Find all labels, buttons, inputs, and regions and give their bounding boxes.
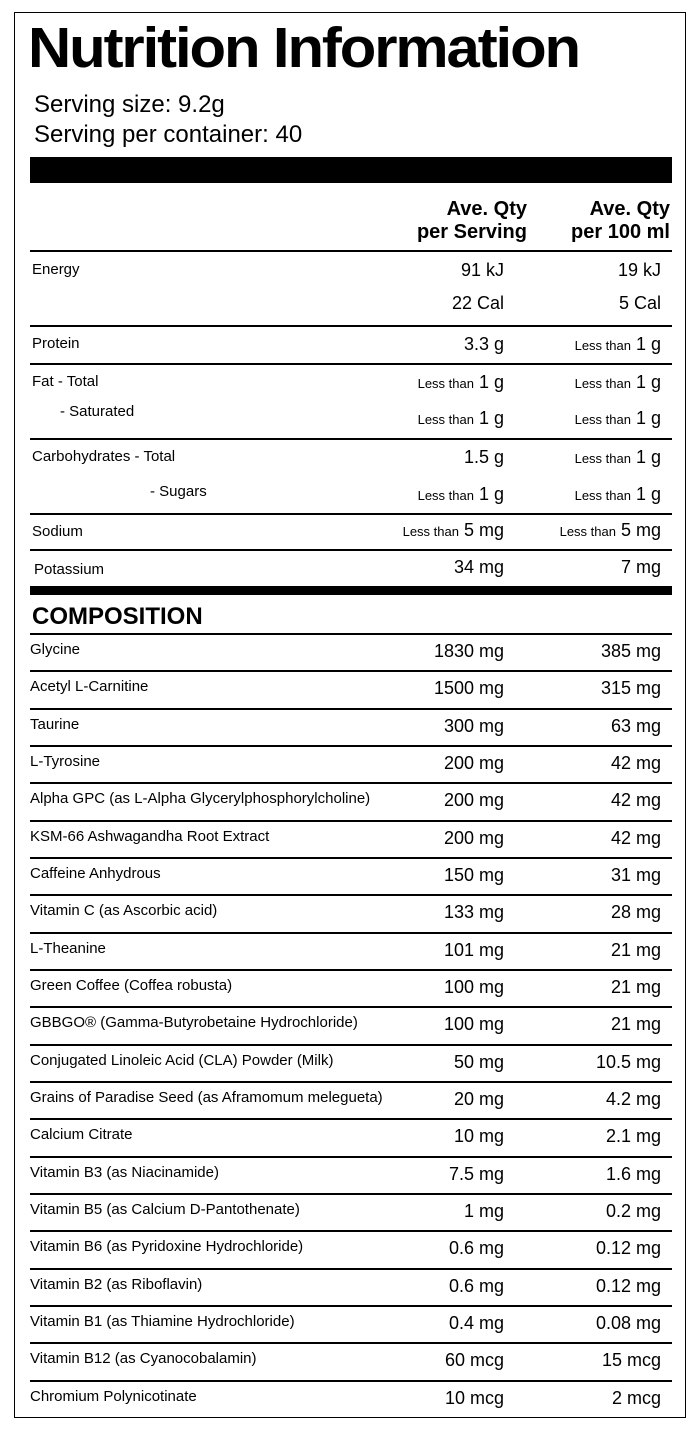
composition-per-serving [445,1350,504,1370]
value-amount: 0.12 mg [595,1275,661,1296]
value-amount: 91 kJ [460,260,504,280]
composition-label: L-Tyrosine [30,752,101,770]
header-per-serving-line2: per Serving [416,221,527,243]
composition-label: Alpha GPC (as L-Alpha Glycerylphosphorylcholine) [30,790,371,808]
value-amount: 0.2 mg [605,1200,661,1221]
row-divider [30,363,672,365]
value-amount: 2.1 mg [605,1126,661,1147]
header-per-serving-line1: Ave. Qty [446,198,527,220]
serving-size: Serving size: 9.2g [34,91,225,118]
nutrient-per-100ml [560,520,661,542]
value-amount: 63 mg [610,715,661,736]
nutrient-per-100ml [621,557,661,577]
header-thick-bar [30,157,672,183]
value-amount: 21 mg [610,1014,661,1035]
composition-per-100ml [612,1388,661,1408]
value-amount: 1 g [478,408,504,428]
composition-per-100ml [596,1313,661,1333]
row-divider [30,894,672,896]
composition-label: Vitamin B3 (as Niacinamide) [30,1163,219,1181]
nutrient-per-100ml [575,447,661,469]
composition-label: Calcium Citrate [30,1126,133,1144]
value-amount: 1 g [478,372,504,392]
composition-label: Acetyl L-Carnitine [30,678,149,696]
value-amount: 50 mg [453,1051,504,1072]
row-divider [30,1156,672,1158]
nutrient-per-serving [452,293,504,313]
nutrient-per-100ml [575,372,661,394]
composition-per-100ml [596,1052,661,1072]
value-amount: 1 g [635,372,661,392]
composition-per-100ml [606,1126,661,1146]
composition-label: Conjugated Linoleic Acid (CLA) Powder (Milk) [30,1051,334,1069]
row-divider [30,633,672,635]
value-amount: 0.08 mg [595,1312,661,1333]
composition-per-serving [449,1164,504,1184]
header-per-serving [417,198,527,244]
value-amount: 200 mg [443,790,504,811]
composition-per-serving [434,641,504,661]
nutrient-per-serving [461,260,504,280]
value-amount: 4.2 mg [605,1088,661,1109]
value-amount: 19 kJ [617,260,661,280]
value-amount: 385 mg [600,641,661,661]
value-amount: 1.6 mg [605,1163,661,1184]
value-amount: 5 mg [463,520,504,540]
composition-per-100ml [596,1238,661,1258]
value-amount: 21 mg [610,939,661,960]
less-than-prefix: Less than [402,524,459,539]
composition-label: KSM-66 Ashwagandha Root Extract [30,827,270,845]
value-amount: 1 g [635,334,661,354]
row-divider [30,1268,672,1270]
nutrient-label: Potassium [34,561,105,578]
composition-per-100ml [611,828,661,848]
value-amount: 100 mg [443,976,504,997]
value-amount: 101 mg [443,939,504,960]
row-divider [30,1380,672,1382]
value-amount: 1 g [635,447,661,467]
composition-per-100ml [611,790,661,810]
less-than-prefix: Less than [574,376,631,391]
value-amount: 1 mg [463,1200,504,1221]
composition-per-serving [444,828,504,848]
composition-per-serving [464,1201,504,1221]
value-amount: 0.6 mg [448,1275,504,1296]
value-amount: 2 mcg [611,1387,661,1408]
nutrient-per-serving [403,520,504,542]
value-amount: 21 mg [610,976,661,997]
value-amount: 315 mg [600,678,661,699]
value-amount: 42 mg [610,790,661,811]
row-divider [30,745,672,747]
composition-per-100ml [611,753,661,773]
value-amount: 5 Cal [618,293,661,313]
less-than-prefix: Less than [574,451,631,466]
row-divider [30,969,672,971]
value-amount: 60 mcg [444,1350,504,1371]
nutrient-per-serving [464,334,504,354]
value-amount: 34 mg [453,557,504,577]
value-amount: 1 g [635,408,661,428]
nutrient-label: Energy [32,261,80,278]
composition-per-serving [444,940,504,960]
composition-per-serving [449,1238,504,1258]
row-divider [30,513,672,515]
composition-label: Vitamin B6 (as Pyridoxine Hydrochloride) [30,1238,304,1256]
row-divider [30,1230,672,1232]
nutrient-per-100ml [575,484,661,506]
composition-per-serving [444,865,504,885]
composition-per-serving [444,753,504,773]
nutrient-per-100ml [575,408,661,430]
row-divider [30,708,672,710]
composition-per-100ml [611,940,661,960]
header-per-100ml-line2: per 100 ml [571,221,670,243]
less-than-prefix: Less than [574,338,631,353]
row-divider [30,857,672,859]
composition-label: Taurine [30,715,80,733]
value-amount: 300 mg [443,715,504,736]
value-amount: 42 mg [610,827,661,848]
value-amount: 10.5 mg [595,1051,661,1072]
value-amount: 1 g [478,484,504,504]
nutrient-per-100ml [619,293,661,313]
value-amount: 31 mg [610,864,661,885]
nutrient-label: Fat - Total [32,373,99,390]
composition-per-serving [449,1313,504,1333]
less-than-prefix: Less than [417,488,474,503]
composition-label: Green Coffee (Coffea robusta) [30,976,233,994]
value-amount: 10 mcg [444,1387,504,1408]
value-amount: 42 mg [610,752,661,773]
row-divider [30,250,672,252]
row-divider [30,1305,672,1307]
composition-label: Vitamin B2 (as Riboflavin) [30,1275,203,1293]
row-divider [30,438,672,440]
less-than-prefix: Less than [417,376,474,391]
nutrient-per-100ml [575,334,661,356]
composition-label: Grains of Paradise Seed (as Aframomum melegueta) [30,1088,383,1106]
value-amount: 3.3 g [463,334,504,354]
less-than-prefix: Less than [559,524,616,539]
value-amount: 0.4 mg [448,1312,504,1333]
composition-per-serving [434,678,504,698]
less-than-prefix: Less than [417,412,474,427]
composition-label: Vitamin B5 (as Calcium D-Pantothenate) [30,1200,300,1218]
composition-per-serving [444,716,504,736]
row-divider [30,1118,672,1120]
composition-per-serving [454,1126,504,1146]
nutrient-label: - Sugars [150,483,207,500]
nutrient-per-100ml [618,260,661,280]
value-amount: 150 mg [443,864,504,885]
composition-per-100ml [606,1089,661,1109]
value-amount: 1830 mg [433,641,504,661]
panel-title: Nutrition Information [28,16,579,80]
composition-label: Caffeine Anhydrous [30,864,161,882]
composition-per-100ml [611,902,661,922]
nutrient-label: - Saturated [60,403,135,420]
composition-per-100ml [601,678,661,698]
composition-label: Vitamin B12 (as Cyanocobalamin) [30,1350,257,1368]
row-divider [30,1081,672,1083]
value-amount: 20 mg [453,1088,504,1109]
less-than-prefix: Less than [574,488,631,503]
row-divider [30,1342,672,1344]
composition-label: Vitamin C (as Ascorbic acid) [30,902,218,920]
composition-per-serving [444,977,504,997]
less-than-prefix: Less than [574,412,631,427]
composition-label: L-Theanine [30,939,106,957]
composition-per-100ml [596,1276,661,1296]
composition-per-serving [445,1388,504,1408]
composition-per-100ml [611,716,661,736]
composition-per-100ml [611,1014,661,1034]
value-amount: 100 mg [443,1014,504,1035]
value-amount: 0.6 mg [448,1238,504,1259]
composition-per-100ml [601,641,661,661]
composition-per-serving [444,1014,504,1034]
nutrient-label: Sodium [32,523,83,540]
row-divider [30,1193,672,1195]
servings-per-container: Serving per container: 40 [34,121,303,148]
row-divider [30,1006,672,1008]
composition-label: Glycine [30,641,81,658]
nutrient-per-serving [418,484,504,506]
composition-per-100ml [611,977,661,997]
value-amount: 10 mg [453,1126,504,1147]
value-amount: 200 mg [443,827,504,848]
composition-label: GBBGO® (Gamma-Butyrobetaine Hydrochloride) [30,1014,358,1032]
nutrient-label: Carbohydrates - Total [32,448,176,465]
nutrient-per-serving [418,408,504,430]
value-amount: 200 mg [443,752,504,773]
value-amount: 0.12 mg [595,1238,661,1259]
row-divider [30,782,672,784]
composition-label: Chromium Polynicotinate [30,1387,197,1405]
value-amount: 133 mg [443,902,504,923]
nutrient-label: Protein [32,335,80,352]
composition-per-serving [444,790,504,810]
value-amount: 1 g [635,484,661,504]
row-divider [30,1044,672,1046]
value-amount: 15 mcg [601,1350,661,1371]
nutrient-per-serving [418,372,504,394]
row-divider [30,820,672,822]
nutrient-per-serving [454,557,504,577]
nutrient-per-serving [464,447,504,467]
composition-per-100ml [606,1201,661,1221]
composition-per-100ml [611,865,661,885]
composition-label: Vitamin B1 (as Thiamine Hydrochloride) [30,1312,295,1330]
value-amount: 7.5 mg [448,1163,504,1184]
value-amount: 7 mg [620,557,661,577]
value-amount: 1500 mg [433,678,504,699]
row-divider [30,325,672,327]
composition-per-100ml [606,1164,661,1184]
row-divider [30,670,672,672]
composition-thick-bar [30,586,672,595]
header-per-100ml-line1: Ave. Qty [589,198,670,220]
composition-per-100ml [602,1350,661,1370]
row-divider [30,549,672,551]
composition-per-serving [454,1052,504,1072]
header-per-100ml [571,198,670,244]
value-amount: 5 mg [620,520,661,540]
composition-per-serving [444,902,504,922]
composition-per-serving [454,1089,504,1109]
composition-per-serving [449,1276,504,1296]
value-amount: 1.5 g [463,447,504,467]
row-divider [30,932,672,934]
value-amount: 28 mg [610,902,661,923]
value-amount: 22 Cal [451,293,504,313]
composition-heading: COMPOSITION [32,603,203,630]
